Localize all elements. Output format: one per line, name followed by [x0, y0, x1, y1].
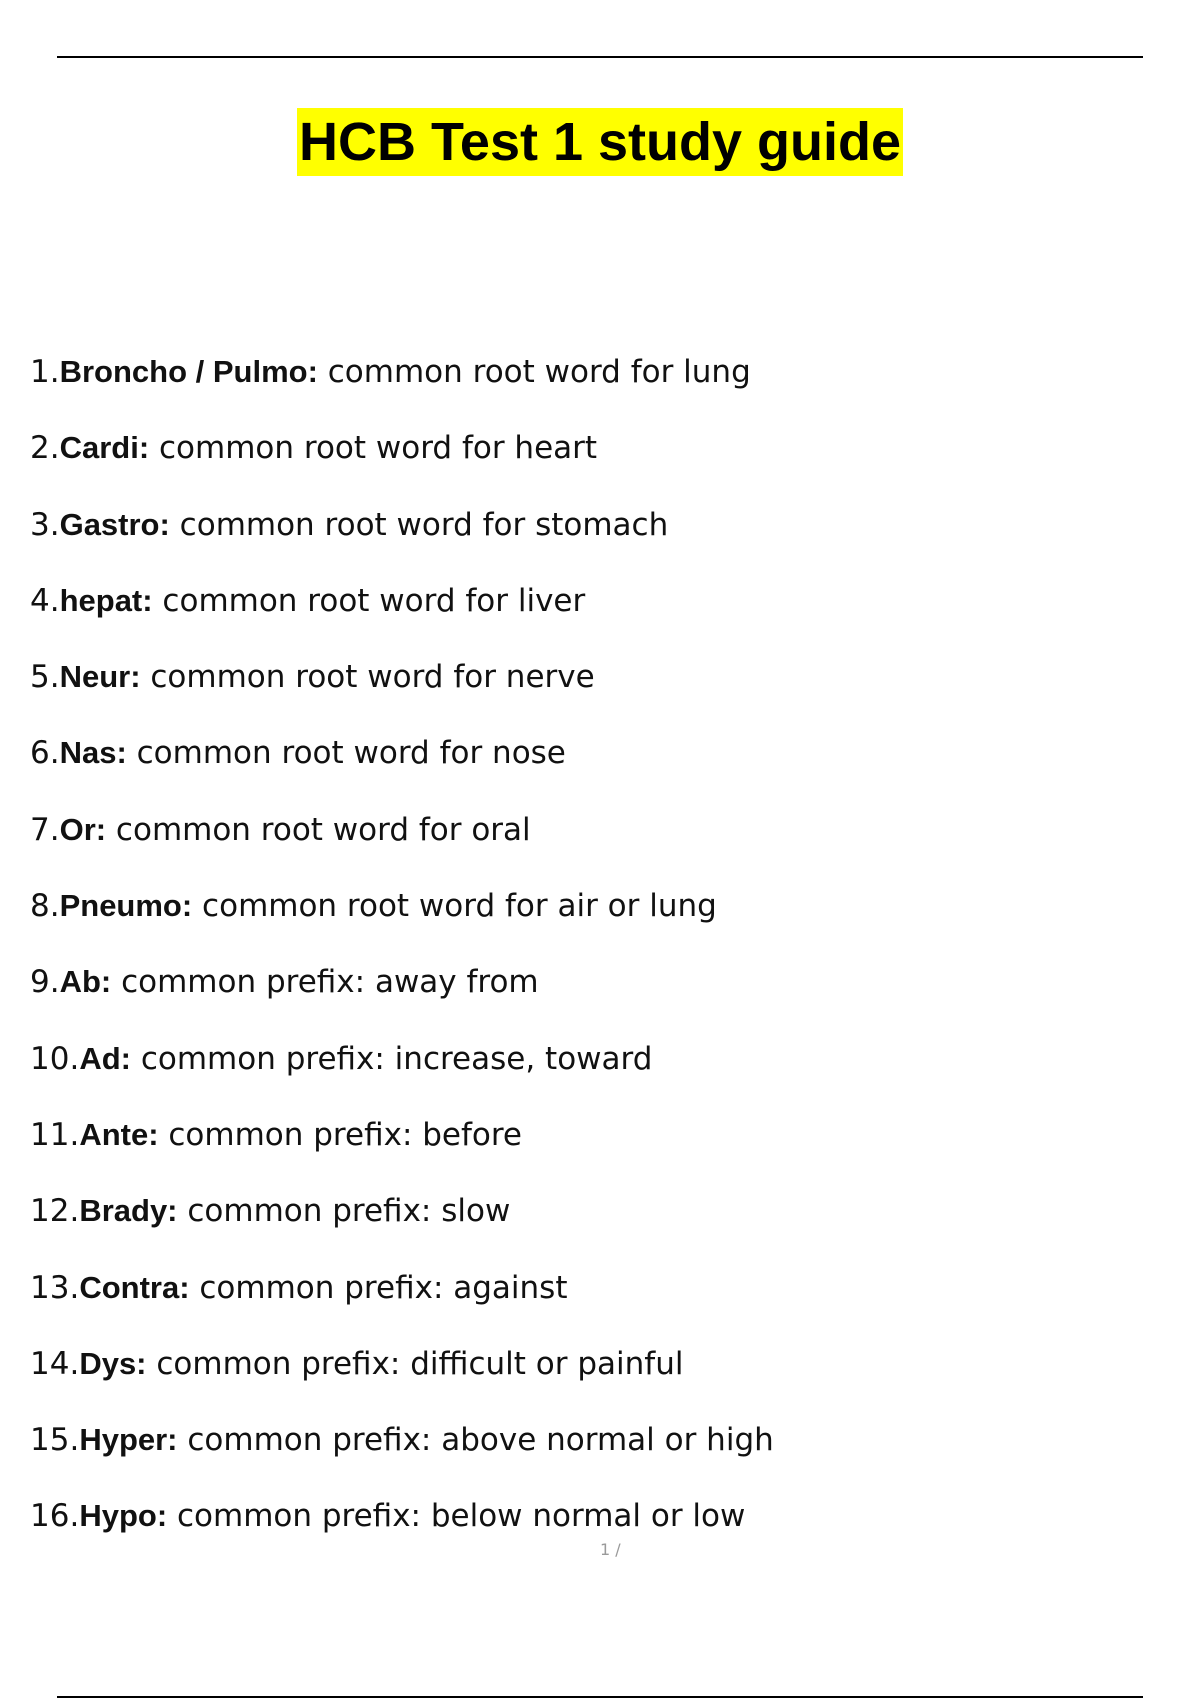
- item-number: 1.: [30, 354, 60, 390]
- list-item: [30, 1412, 774, 1488]
- list-item: [30, 802, 774, 878]
- item-number: 15.: [30, 1422, 80, 1459]
- item-term: Dys:: [79, 1345, 147, 1381]
- item-term: hepat:: [59, 582, 153, 618]
- list-item: [30, 573, 774, 649]
- list-item: [30, 344, 774, 420]
- item-number: 3.: [30, 506, 60, 543]
- item-term: Neur:: [59, 659, 141, 695]
- item-definition: common root word for oral: [106, 811, 531, 848]
- item-number: 11.: [30, 1116, 80, 1153]
- item-definition: common prefix: against: [189, 1269, 568, 1306]
- item-definition: common prefix: below normal or low: [167, 1498, 746, 1535]
- item-number: 9.: [30, 964, 60, 1001]
- item-term: Hypo:: [79, 1498, 168, 1534]
- item-definition: common root word for lung: [317, 354, 751, 390]
- list-item: [30, 420, 774, 496]
- item-term: Ante:: [79, 1116, 159, 1152]
- item-definition: common root word for nerve: [140, 659, 595, 696]
- list-item: [30, 1031, 774, 1107]
- item-term: Cardi:: [59, 430, 150, 466]
- top-divider: [57, 56, 1143, 58]
- item-number: 13.: [30, 1269, 80, 1306]
- item-definition: common prefix: above normal or high: [177, 1422, 774, 1459]
- list-item: [30, 725, 774, 801]
- item-definition: common prefix: slow: [177, 1193, 511, 1230]
- list-item: [30, 497, 774, 573]
- item-term: Hyper:: [79, 1422, 178, 1458]
- item-term: Contra:: [79, 1269, 190, 1305]
- list-item: [30, 954, 774, 1030]
- item-number: 4.: [30, 582, 60, 619]
- list-item: [30, 1260, 774, 1336]
- item-definition: common root word for stomach: [169, 506, 669, 543]
- item-term: Broncho / Pulmo:: [59, 354, 318, 389]
- item-number: 12.: [30, 1193, 80, 1230]
- item-number: 2.: [30, 430, 60, 467]
- item-term: Ad:: [79, 1040, 131, 1076]
- document-title: HCB Test 1 study guide: [297, 108, 903, 176]
- item-term: Ab:: [59, 964, 112, 1000]
- item-definition: common prefix: before: [158, 1116, 523, 1153]
- list-item: [30, 1183, 774, 1259]
- item-term: Gastro:: [59, 506, 170, 542]
- item-definition: common prefix: away from: [111, 964, 539, 1001]
- title-container: [0, 108, 1200, 176]
- item-definition: common root word for nose: [126, 735, 566, 772]
- item-number: 8.: [30, 888, 60, 925]
- list-item: [30, 1488, 774, 1564]
- list-item: [30, 1107, 774, 1183]
- list-item: [30, 1336, 774, 1412]
- item-definition: common root word for air or lung: [192, 888, 717, 925]
- bottom-divider: [57, 1696, 1143, 1698]
- list-item: [30, 649, 774, 725]
- item-number: 10.: [30, 1040, 80, 1077]
- item-definition: common root word for liver: [152, 582, 586, 619]
- item-definition: common prefix: difficult or painful: [146, 1345, 684, 1382]
- item-definition: common prefix: increase, toward: [130, 1040, 653, 1077]
- item-term: Brady:: [79, 1193, 178, 1229]
- item-number: 16.: [30, 1498, 80, 1535]
- list-item: [30, 878, 774, 954]
- item-term: Or:: [59, 811, 107, 847]
- item-number: 5.: [30, 659, 60, 696]
- item-term: Nas:: [59, 735, 127, 771]
- item-term: Pneumo:: [59, 888, 193, 924]
- item-definition: common root word for heart: [149, 430, 598, 467]
- item-number: 6.: [30, 735, 60, 772]
- item-number: 14.: [30, 1345, 80, 1382]
- item-number: 7.: [30, 811, 60, 848]
- page-number: 1 /: [600, 1540, 621, 1559]
- study-guide-list: [30, 344, 774, 1565]
